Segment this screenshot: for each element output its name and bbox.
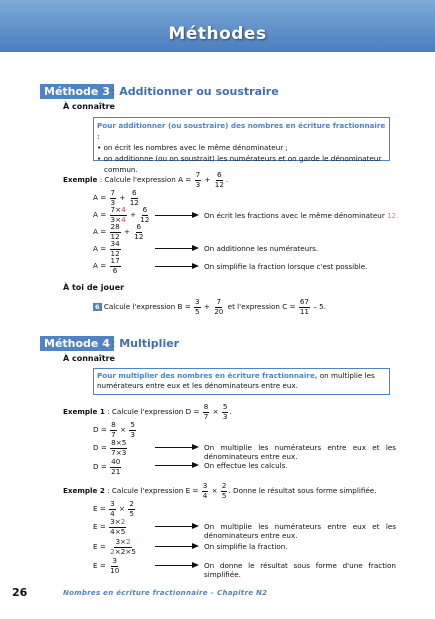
note-d2: On effectue les calculs.: [204, 461, 288, 470]
arrow-icon: [192, 543, 199, 549]
exemple-line: Exemple : Calcule l'expression A = $\frac{7}{3}$ + $\frac{6}{12}$ .: [63, 170, 229, 189]
arrow-line: [155, 546, 192, 547]
page-number: 26: [12, 586, 28, 599]
arrow-icon: [192, 245, 199, 251]
method-3-badge: Méthode 3: [40, 84, 114, 99]
step-d2: D = $\frac{8\times 5}{7\times 3}$: [93, 438, 127, 457]
arrow-icon: [192, 212, 199, 218]
arrow-icon: [192, 263, 199, 269]
arrow-line: [155, 447, 192, 448]
exercise-6: 6 Calcule l'expression B = $\frac{3}{5}$ + $\frac{7}{20}$ et l'expression C = $\frac{67}{11}$ – 5.: [95, 297, 327, 316]
arrow-line: [155, 565, 192, 566]
step-e2: E = $\frac{3\times 2}{4\times 5}$: [93, 517, 126, 536]
exemple-1-line: Exemple 1 : Calcule l'expression D = $\frac{8}{7}$ × $\frac{5}{3}$ .: [63, 402, 232, 421]
arrow-line: [155, 266, 192, 267]
note-e1: On multiplie les numérateurs entre eux et les dénominateurs entre eux.: [204, 522, 396, 540]
rule-bullet-1: • on écrit les nombres avec le même dénominateur ;: [97, 143, 288, 152]
step-a1: A = $\frac{7}{3}$ + $\frac{6}{12}$: [93, 188, 139, 207]
arrow-icon: [192, 562, 199, 568]
arrow-icon: [192, 523, 199, 529]
step-d3: D = $\frac{40}{21}$: [93, 457, 121, 476]
arrow-line: [155, 248, 192, 249]
arrow-icon: [192, 462, 199, 468]
rule-bullet-2: • on additionne (ou on soustrait) les numérateurs et on garde le dénominateur commun.: [97, 154, 382, 174]
note-a1: On écrit les fractions avec le même dénominateur 12.: [204, 211, 399, 220]
step-d1: D = $\frac{8}{7}$ × $\frac{5}{3}$: [93, 420, 135, 439]
step-a4: A = $\frac{34}{12}$: [93, 239, 120, 258]
note-a2: On additionne les numérateurs.: [204, 244, 319, 253]
rule-text: on multiplie les numérateurs entre eux et les dénominateurs entre eux.: [97, 371, 375, 390]
rule-box: [93, 368, 390, 395]
method-4-badge: Méthode 4: [40, 336, 114, 351]
footer-chapter: Nombres en écriture fractionnaire – Chapitre N2: [63, 589, 268, 597]
method-3-title: : Additionner ou soustraire: [111, 85, 279, 98]
step-e1: E = $\frac{3}{4}$ × $\frac{2}{5}$: [93, 499, 134, 518]
arrow-line: [155, 465, 192, 466]
step-e3: E = $\frac{3\times 2}{2\times 2\times 5}$: [93, 537, 136, 556]
step-a2: A = $\frac{7\times 4}{3\times 4}$ + $\frac{6}{12}$: [93, 205, 150, 224]
arrow-line: [155, 526, 192, 527]
note-a3: On simplifie la fraction lorsque c'est possible.: [204, 262, 368, 271]
step-e4: E = $\frac{3}{10}$: [93, 556, 120, 575]
a-connaitre-heading: À connaître: [63, 102, 115, 111]
a-connaitre-heading: À connaître: [63, 354, 115, 363]
rule-box: [93, 117, 390, 174]
rule-title: Pour additionner (ou soustraire) des nombres en écriture fractionnaire :: [97, 121, 386, 141]
exercise-number: 6: [95, 303, 100, 311]
method-4-title: : Multiplier: [111, 337, 180, 350]
note-d1: On multiplie les numérateurs entre eux et les dénominateurs entre eux.: [204, 443, 396, 461]
note-e2: On simplifie la fraction.: [204, 542, 288, 551]
step-a5: A = $\frac{17}{6}$: [93, 256, 120, 275]
toi-de-jouer-heading: À toi de jouer: [63, 283, 125, 292]
note-e3: On donne le résultat sous forme d'une fraction simplifiée.: [204, 561, 396, 579]
rule-title: Pour multiplier des nombres en écriture fractionnaire,: [97, 371, 318, 380]
exemple-2-line: Exemple 2 : Calcule l'expression E = $\frac{3}{4}$ × $\frac{2}{5}$ . Donne le résultat sous forme simplifiée.: [63, 481, 377, 500]
step-a3: A = $\frac{28}{12}$ + $\frac{6}{12}$: [93, 222, 144, 241]
arrow-line: [155, 215, 192, 216]
page-title: Méthodes: [168, 24, 267, 44]
arrow-icon: [192, 444, 199, 450]
